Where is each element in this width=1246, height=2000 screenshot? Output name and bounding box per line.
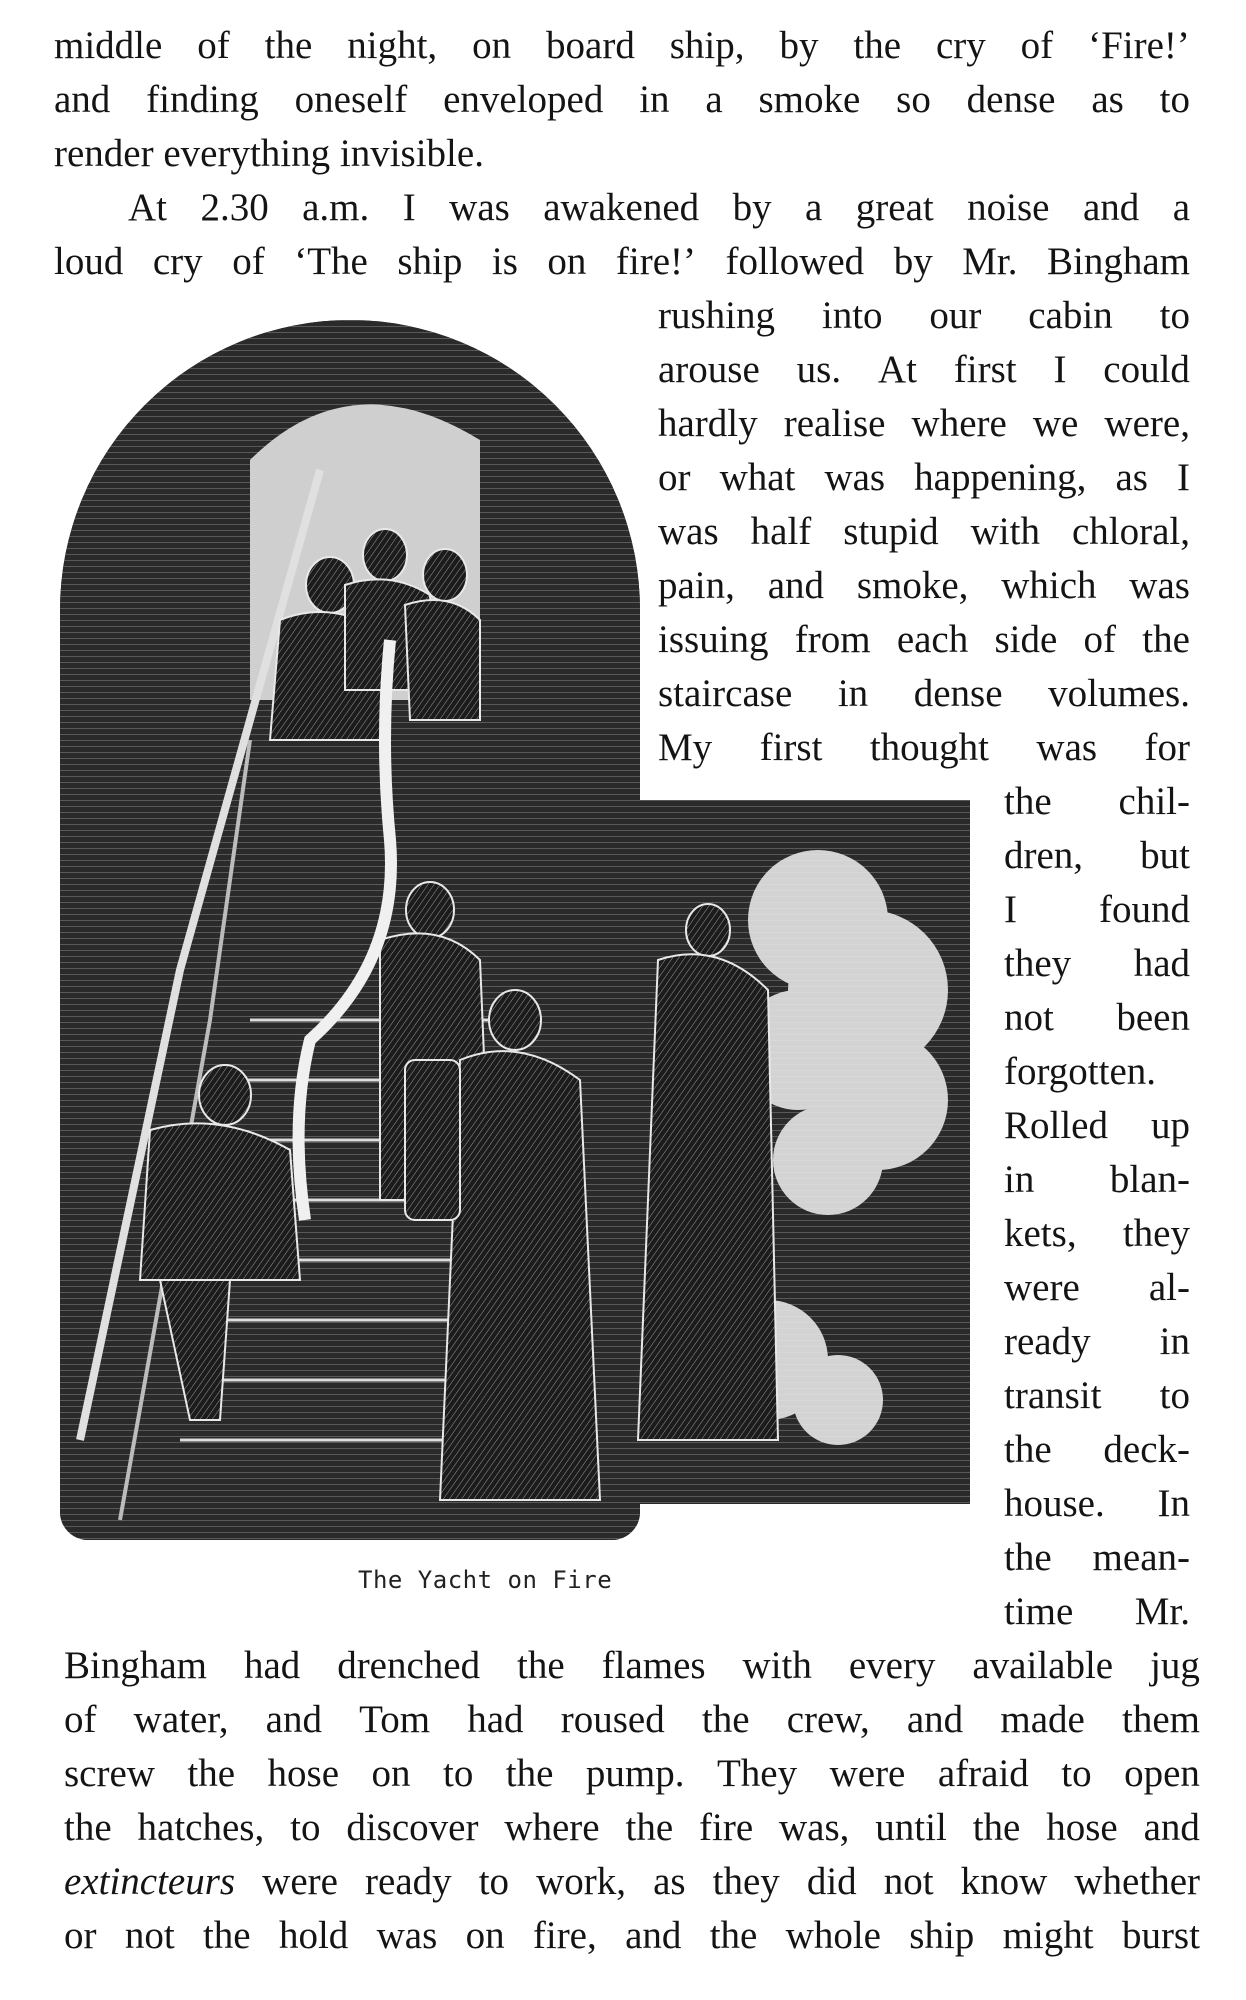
word: ‘The (294, 240, 368, 283)
word: jug (1150, 1644, 1200, 1687)
word: arouse (658, 348, 760, 391)
text-line (1004, 1372, 1190, 1422)
word: water, (133, 1698, 229, 1741)
word: the (187, 1752, 236, 1795)
text-line (64, 1858, 1200, 1908)
word: issuing (658, 618, 769, 661)
word: to (1061, 1752, 1092, 1795)
text-line (1004, 1588, 1190, 1638)
word: and (625, 1914, 682, 1957)
word: us. (796, 348, 842, 391)
word: cry (935, 24, 986, 67)
word: cry (152, 240, 203, 283)
word: and (54, 78, 111, 121)
word: found (1099, 888, 1190, 931)
word: kets, (1004, 1212, 1077, 1255)
word: was (824, 456, 886, 499)
word: and (265, 1698, 322, 1741)
word: I (1177, 456, 1190, 499)
word: they (1004, 942, 1072, 985)
text-line (1004, 1426, 1190, 1476)
word: realise (783, 402, 886, 445)
word: board (546, 24, 635, 67)
word: staircase (658, 672, 793, 715)
word: Mr. (1134, 1590, 1190, 1633)
word: hose (1046, 1806, 1118, 1849)
word: on (465, 1914, 505, 1957)
word: in (1004, 1158, 1035, 1201)
word: with (742, 1644, 812, 1687)
word: noise (967, 186, 1050, 229)
word: smoke (758, 78, 861, 121)
word: the (517, 1644, 565, 1687)
word: ready (365, 1860, 452, 1903)
word: I (1004, 888, 1017, 931)
word: were, (1104, 402, 1190, 445)
word: the (1004, 1428, 1052, 1471)
word: on (371, 1752, 411, 1795)
word: were (262, 1860, 338, 1903)
word: first (759, 726, 823, 769)
word: render everything invisible. (54, 132, 484, 175)
word: 2.30 (200, 186, 269, 229)
word: each (896, 618, 969, 661)
word: pump. (585, 1752, 685, 1795)
word: rushing (658, 294, 775, 337)
word: of (232, 240, 265, 283)
word: ship (909, 1914, 975, 1957)
word: the (1142, 618, 1190, 661)
word: blan- (1109, 1158, 1190, 1201)
word: followed (725, 240, 865, 283)
text-line (128, 184, 1190, 234)
word: side (994, 618, 1058, 661)
word: great (855, 186, 934, 229)
word: had (467, 1698, 524, 1741)
word: chil- (1118, 780, 1190, 823)
word: half (750, 510, 812, 553)
text-line (658, 292, 1190, 342)
word: until (875, 1806, 947, 1849)
text-line (1004, 1048, 1190, 1098)
word: was (376, 1914, 438, 1957)
text-line (54, 22, 1190, 72)
word: dense (913, 672, 1003, 715)
text-line (1004, 778, 1190, 828)
text-line (64, 1642, 1200, 1692)
word: from (794, 618, 871, 661)
text-line (658, 454, 1190, 504)
word: to (442, 1752, 474, 1795)
word: burst (1121, 1914, 1200, 1957)
word: in (639, 78, 670, 121)
word: was (658, 510, 719, 553)
word: was (449, 186, 510, 229)
word: which (1001, 564, 1097, 607)
word: the (972, 1806, 1021, 1849)
text-line (64, 1804, 1200, 1854)
word: they (712, 1860, 780, 1903)
word: fire (699, 1806, 754, 1849)
word: loud (54, 240, 124, 283)
word: ‘Fire!’ (1088, 24, 1190, 67)
text-line (64, 1750, 1200, 1800)
word: middle (54, 24, 163, 67)
word: to (290, 1806, 321, 1849)
word: in (1159, 1320, 1190, 1363)
word: ready (1004, 1320, 1091, 1363)
word: made (1000, 1698, 1085, 1741)
word: on (472, 24, 512, 67)
text-line (658, 616, 1190, 666)
word: with (970, 510, 1040, 553)
word: and (1143, 1806, 1200, 1849)
engraving-drawing (60, 320, 640, 1540)
word: Tom (359, 1698, 431, 1741)
word: by (893, 240, 933, 283)
text-line (1004, 832, 1190, 882)
word: mean- (1092, 1536, 1190, 1579)
word: Rolled (1004, 1104, 1108, 1147)
word: as (653, 1860, 686, 1903)
text-line (54, 238, 1190, 288)
text-line (64, 1696, 1200, 1746)
word: volumes. (1048, 672, 1190, 715)
word: not (124, 1914, 175, 1957)
word: not (1004, 996, 1054, 1039)
word: as (1115, 456, 1148, 499)
word: hardly (658, 402, 758, 445)
word: drenched (337, 1644, 481, 1687)
word: I (1053, 348, 1067, 391)
word: or (658, 456, 691, 499)
word: hose (267, 1752, 340, 1795)
word: night, (347, 24, 438, 67)
word: Bingham (1047, 240, 1190, 283)
word: the (264, 24, 313, 67)
word: I (402, 186, 416, 229)
word: the (709, 1914, 758, 1957)
word: were (829, 1752, 906, 1795)
word: house. (1004, 1482, 1105, 1525)
word: might (1002, 1914, 1094, 1957)
word: a (805, 186, 823, 229)
word: thought (869, 726, 989, 769)
word: were (1004, 1266, 1080, 1309)
word: whole (785, 1914, 881, 1957)
word: where (911, 402, 1007, 445)
word: of (1020, 24, 1054, 67)
smoke-inset (618, 800, 970, 1504)
word: screw (64, 1752, 155, 1795)
word: happening, (914, 456, 1087, 499)
word: on (547, 240, 587, 283)
word: chloral, (1071, 510, 1190, 553)
text-line (1004, 994, 1190, 1044)
word: fire!’ (615, 240, 697, 283)
text-line (54, 76, 1190, 126)
word: know (960, 1860, 1048, 1903)
word: time (1004, 1590, 1074, 1633)
word: ship (397, 240, 463, 283)
word: crew, (786, 1698, 870, 1741)
word: had (243, 1644, 301, 1687)
word: hold (278, 1914, 349, 1957)
word: al- (1148, 1266, 1190, 1309)
word: the (202, 1914, 251, 1957)
word: the (505, 1752, 554, 1795)
smoke-drawing (618, 800, 970, 1504)
text-line (1004, 1156, 1190, 1206)
word: roused (560, 1698, 665, 1741)
word: a.m. (302, 186, 370, 229)
text-line (1004, 1534, 1190, 1584)
illustration-caption: The Yacht on Fire (358, 1566, 613, 1594)
word: or (64, 1914, 97, 1957)
word: did (806, 1860, 857, 1903)
text-line (54, 130, 1190, 180)
word: deck- (1103, 1428, 1190, 1471)
word: whether (1074, 1860, 1200, 1903)
word: cabin (1028, 294, 1113, 337)
word: flames (601, 1644, 706, 1687)
word: Bingham (64, 1644, 207, 1687)
word: the (701, 1698, 750, 1741)
word: to (1159, 78, 1190, 121)
word: smoke, (856, 564, 969, 607)
text-line (64, 1912, 1200, 1962)
word: extincteurs (64, 1860, 236, 1903)
text-line (1004, 1480, 1190, 1530)
word: fire, (532, 1914, 597, 1957)
word: and (906, 1698, 964, 1741)
word: the (1004, 780, 1052, 823)
word: the (1004, 1536, 1052, 1579)
word: is (491, 240, 518, 283)
word: At (128, 186, 167, 229)
word: they (1122, 1212, 1190, 1255)
word: and (767, 564, 825, 607)
word: was, (779, 1806, 850, 1849)
word: My (658, 726, 713, 769)
word: every (848, 1644, 936, 1687)
word: of (197, 24, 230, 67)
word: was (1036, 726, 1098, 769)
word: work, (536, 1860, 626, 1903)
word: to (1159, 294, 1190, 337)
word: transit (1004, 1374, 1102, 1417)
word: up (1151, 1104, 1190, 1147)
word: what (719, 456, 796, 499)
word: available (972, 1644, 1114, 1687)
text-line (658, 562, 1190, 612)
word: to (1159, 1374, 1190, 1417)
word: of (1083, 618, 1117, 661)
word: enveloped (443, 78, 604, 121)
text-line (1004, 940, 1190, 990)
word: awakened (543, 186, 700, 229)
word: as (1091, 78, 1124, 121)
word: had (1133, 942, 1190, 985)
word: stupid (843, 510, 939, 553)
word: and (1082, 186, 1140, 229)
text-line (658, 346, 1190, 396)
text-line (658, 400, 1190, 450)
word: but (1140, 834, 1190, 877)
word: our (929, 294, 982, 337)
word: In (1157, 1482, 1190, 1525)
word: first (953, 348, 1017, 391)
text-line (658, 670, 1190, 720)
word: finding (146, 78, 259, 121)
word: open (1124, 1752, 1200, 1795)
word: into (821, 294, 883, 337)
word: Mr. (962, 240, 1018, 283)
word: them (1122, 1698, 1200, 1741)
text-line (1004, 886, 1190, 936)
text-line (658, 724, 1190, 774)
word: a (1172, 186, 1190, 229)
word: the (853, 24, 902, 67)
word: could (1103, 348, 1190, 391)
word: the (64, 1806, 112, 1849)
word: so (896, 78, 931, 121)
text-line (1004, 1210, 1190, 1260)
word: dense (966, 78, 1056, 121)
word: discover (346, 1806, 479, 1849)
word: of (64, 1698, 97, 1741)
text-line (1004, 1318, 1190, 1368)
word: the (625, 1806, 674, 1849)
text-line (1004, 1102, 1190, 1152)
word: hatches, (137, 1806, 265, 1849)
word: pain, (658, 564, 735, 607)
word: we (1032, 402, 1079, 445)
word: in (837, 672, 869, 715)
yacht-fire-engraving (60, 320, 640, 1540)
word: At (877, 348, 917, 391)
word: ship, (669, 24, 745, 67)
word: forgotten. (1004, 1050, 1157, 1093)
word: by (732, 186, 772, 229)
word: dren, (1004, 834, 1084, 877)
word: afraid (937, 1752, 1029, 1795)
word: been (1116, 996, 1190, 1039)
text-line (1004, 1264, 1190, 1314)
word: by (779, 24, 819, 67)
word: where (504, 1806, 600, 1849)
word: They (716, 1752, 798, 1795)
word: to (478, 1860, 510, 1903)
text-line (658, 508, 1190, 558)
word: oneself (294, 78, 408, 121)
word: was (1129, 564, 1190, 607)
word: not (883, 1860, 934, 1903)
word: for (1144, 726, 1190, 769)
word: a (705, 78, 723, 121)
